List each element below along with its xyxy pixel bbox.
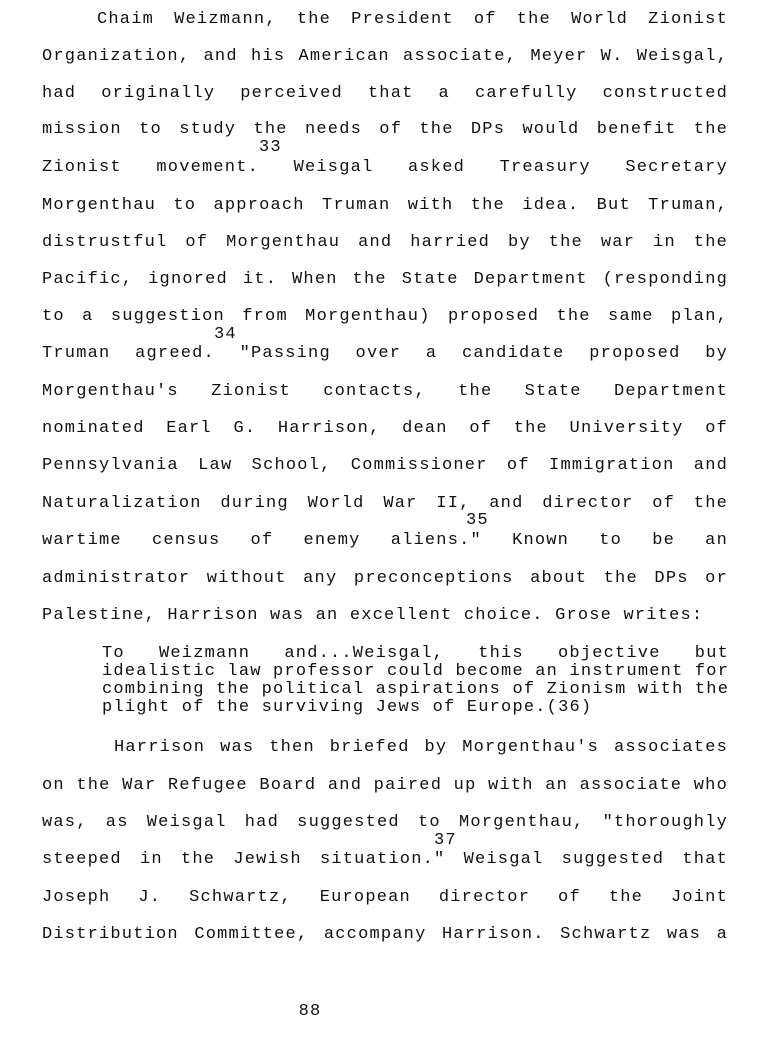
- text-line: had originally perceived that a carefully constructed: [42, 84, 728, 103]
- text-line: To Weizmann and...Weisgal, this objective but: [102, 644, 729, 663]
- text-line: to a suggestion from Morgenthau) proposed the same plan,: [42, 307, 728, 326]
- text-line: Naturalization during World War II, and director of the: [42, 494, 728, 513]
- text-line: administrator without any preconceptions about the DPs or: [42, 569, 728, 588]
- text-line: Truman agreed. "Passing over a candidate proposed by: [42, 344, 728, 363]
- text-line: steeped in the Jewish situation." Weisgal suggested that: [42, 850, 728, 869]
- footnote-marker: 35: [466, 511, 489, 530]
- page-number: 88: [298, 1002, 322, 1021]
- text-line: Zionist movement. Weisgal asked Treasury Secretary: [42, 158, 728, 177]
- text-line: plight of the surviving Jews of Europe.(36): [102, 698, 593, 717]
- footnote-marker: 34: [214, 325, 237, 344]
- footnote-marker: 37: [434, 831, 457, 850]
- text-line: was, as Weisgal had suggested to Morgenthau, "thoroughly: [42, 813, 728, 832]
- text-line: Harrison was then briefed by Morgenthau's associates: [114, 738, 728, 757]
- text-line: Joseph J. Schwartz, European director of the Joint: [42, 888, 728, 907]
- text-line: Pacific, ignored it. When the State Department (responding: [42, 270, 728, 289]
- text-line: Organization, and his American associate, Meyer W. Weisgal,: [42, 47, 728, 66]
- footnote-marker: 33: [259, 138, 282, 157]
- text-line: idealistic law professor could become an instrument for: [102, 662, 730, 681]
- text-line: on the War Refugee Board and paired up with an associate who: [42, 776, 728, 795]
- text-line: Chaim Weizmann, the President of the World Zionist: [97, 10, 728, 29]
- text-line: mission to study the needs of the DPs would benefit the: [42, 120, 728, 139]
- text-line: Morgenthau's Zionist contacts, the State Department: [42, 382, 728, 401]
- text-line: Pennsylvania Law School, Commissioner of Immigration and: [42, 456, 728, 475]
- text-line: Palestine, Harrison was an excellent choice. Grose writes:: [42, 606, 704, 625]
- text-line: combining the political aspirations of Zionism with the: [102, 680, 730, 699]
- text-line: Morgenthau to approach Truman with the idea. But Truman,: [42, 196, 728, 215]
- text-line: nominated Earl G. Harrison, dean of the University of: [42, 419, 728, 438]
- text-line: Distribution Committee, accompany Harrison. Schwartz was a: [42, 925, 728, 944]
- text-line: wartime census of enemy aliens." Known to be an: [42, 531, 728, 550]
- text-line: distrustful of Morgenthau and harried by the war in the: [42, 233, 728, 252]
